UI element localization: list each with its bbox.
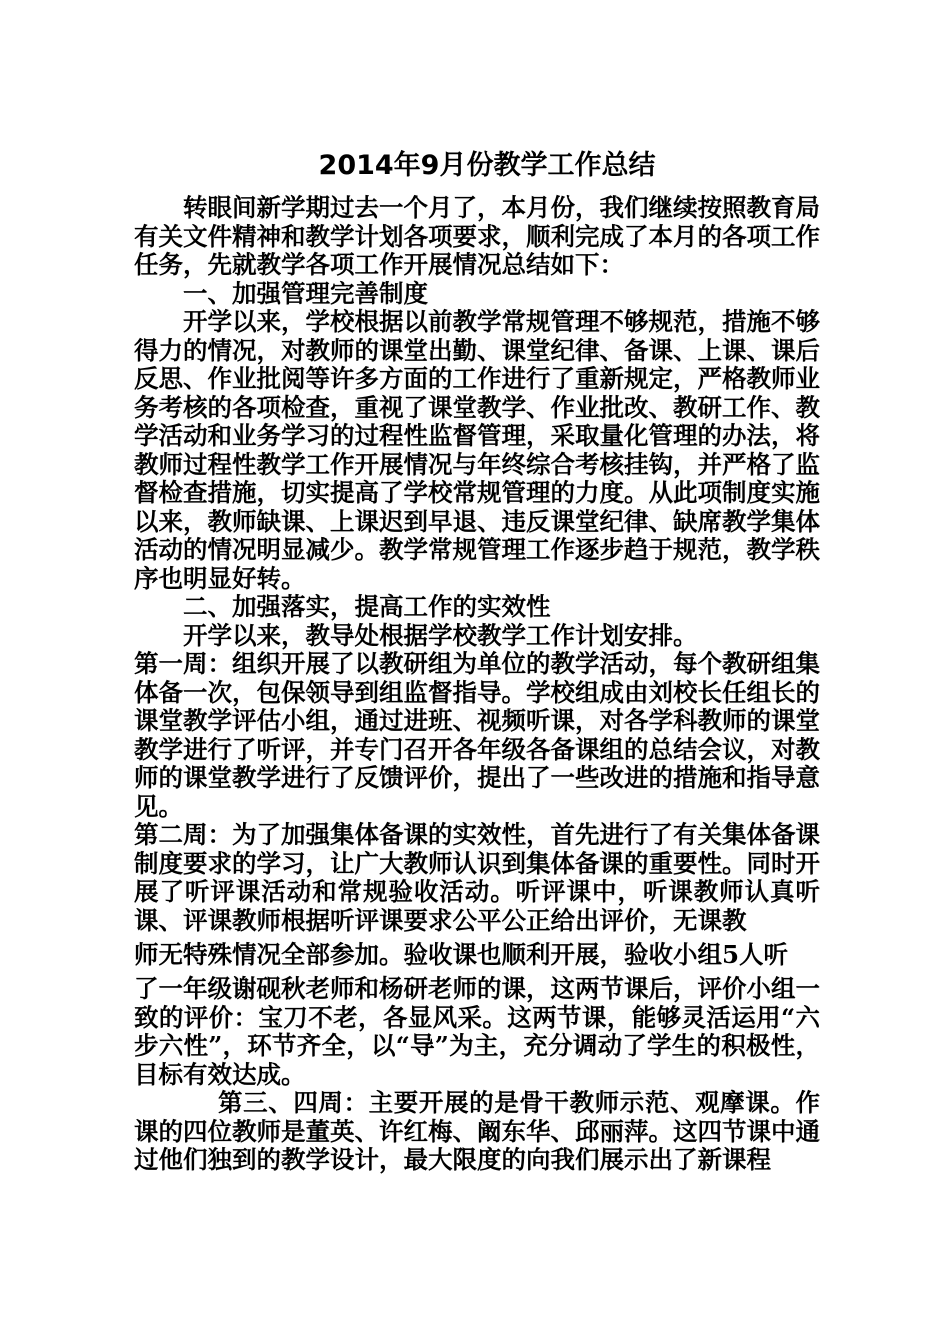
section-2-intro: 开学以来，教导处根据学校教学工作计划安排。: [183, 620, 698, 650]
week-2-paragraph-cont: 师无特殊情况全部参加。验收课也顺利开展，验收小组5人听: [134, 940, 789, 969]
intro-paragraph: 转眼间新学期过去一个月了，本月份，我们继续按照教育局有关文件精神和教学计划各项要求，顺利完成了本月的各项工作任务，先就教学各项工作开展情况总结如下：: [134, 193, 820, 279]
section-heading-2: 二、加强落实，提高工作的实效性: [183, 592, 551, 621]
section-heading-1: 一、加强管理完善制度: [183, 278, 428, 308]
document-title: 2014年9月份教学工作总结: [318, 150, 656, 181]
week-3-4-paragraph: 第三、四周：主要开展的是骨干教师示范、观摩课。作课的四位教师是董英、许红梅、阚东华、邱丽萍。这四节课中通过他们独到的教学设计，最大限度的向我们展示出了新课程: [134, 1088, 820, 1174]
week-2-paragraph: 第二周：为了加强集体备课的实效性，首先进行了有关集体备课制度要求的学习，让广大教师认识到集体备课的重要性。同时开展了听评课活动和常规验收活动。听评课中，听课教师认真听课、评课教师根据听评课要求公平公正给出评价，无课教: [134, 820, 820, 935]
week-1-paragraph: 第一周：组织开展了以教研组为单位的教学活动，每个教研组集体备一次，包保领导到组监督指导。学校组成由刘校长任组长的课堂教学评估小组，通过进班、视频听课，对各学科教师的课堂教学进行了听评，并专门召开各年级各备课组的总结会议，对教师的课堂教学进行了反馈评价，提出了一些改进的措施和指导意见。: [134, 649, 820, 821]
section-1-paragraph: 开学以来，学校根据以前教学常规管理不够规范，措施不够得力的情况，对教师的课堂出勤、课堂纪律、备课、上课、课后反思、作业批阅等许多方面的工作进行了重新规定，严格教师业务考核的各项检查，重视了课堂教学、作业批改、教研工作、教学活动和业务学习的过程性监督管理，采取量化管理的办法，将教师过程性教学工作开展情况与年终综合考核挂钩，并严格了监督检查措施，切实提高了学校常规管理的力度。从此项制度实施以来，教师缺课、上课迟到早退、违反课堂纪律、缺席教学集体活动的情况明显减少。教学常规管理工作逐步趋于规范，教学秩序也明显好转。: [134, 307, 820, 593]
week-2-paragraph-end: 了一年级谢砚秋老师和杨研老师的课，这两节课后，评价小组一致的评价：宝刀不老，各显风采。这两节课，能够灵活运用“六步六性”，环节齐全，以“导”为主，充分调动了学生的积极性，目标有效达成。: [134, 974, 820, 1089]
document-page: [134, 146, 820, 1175]
